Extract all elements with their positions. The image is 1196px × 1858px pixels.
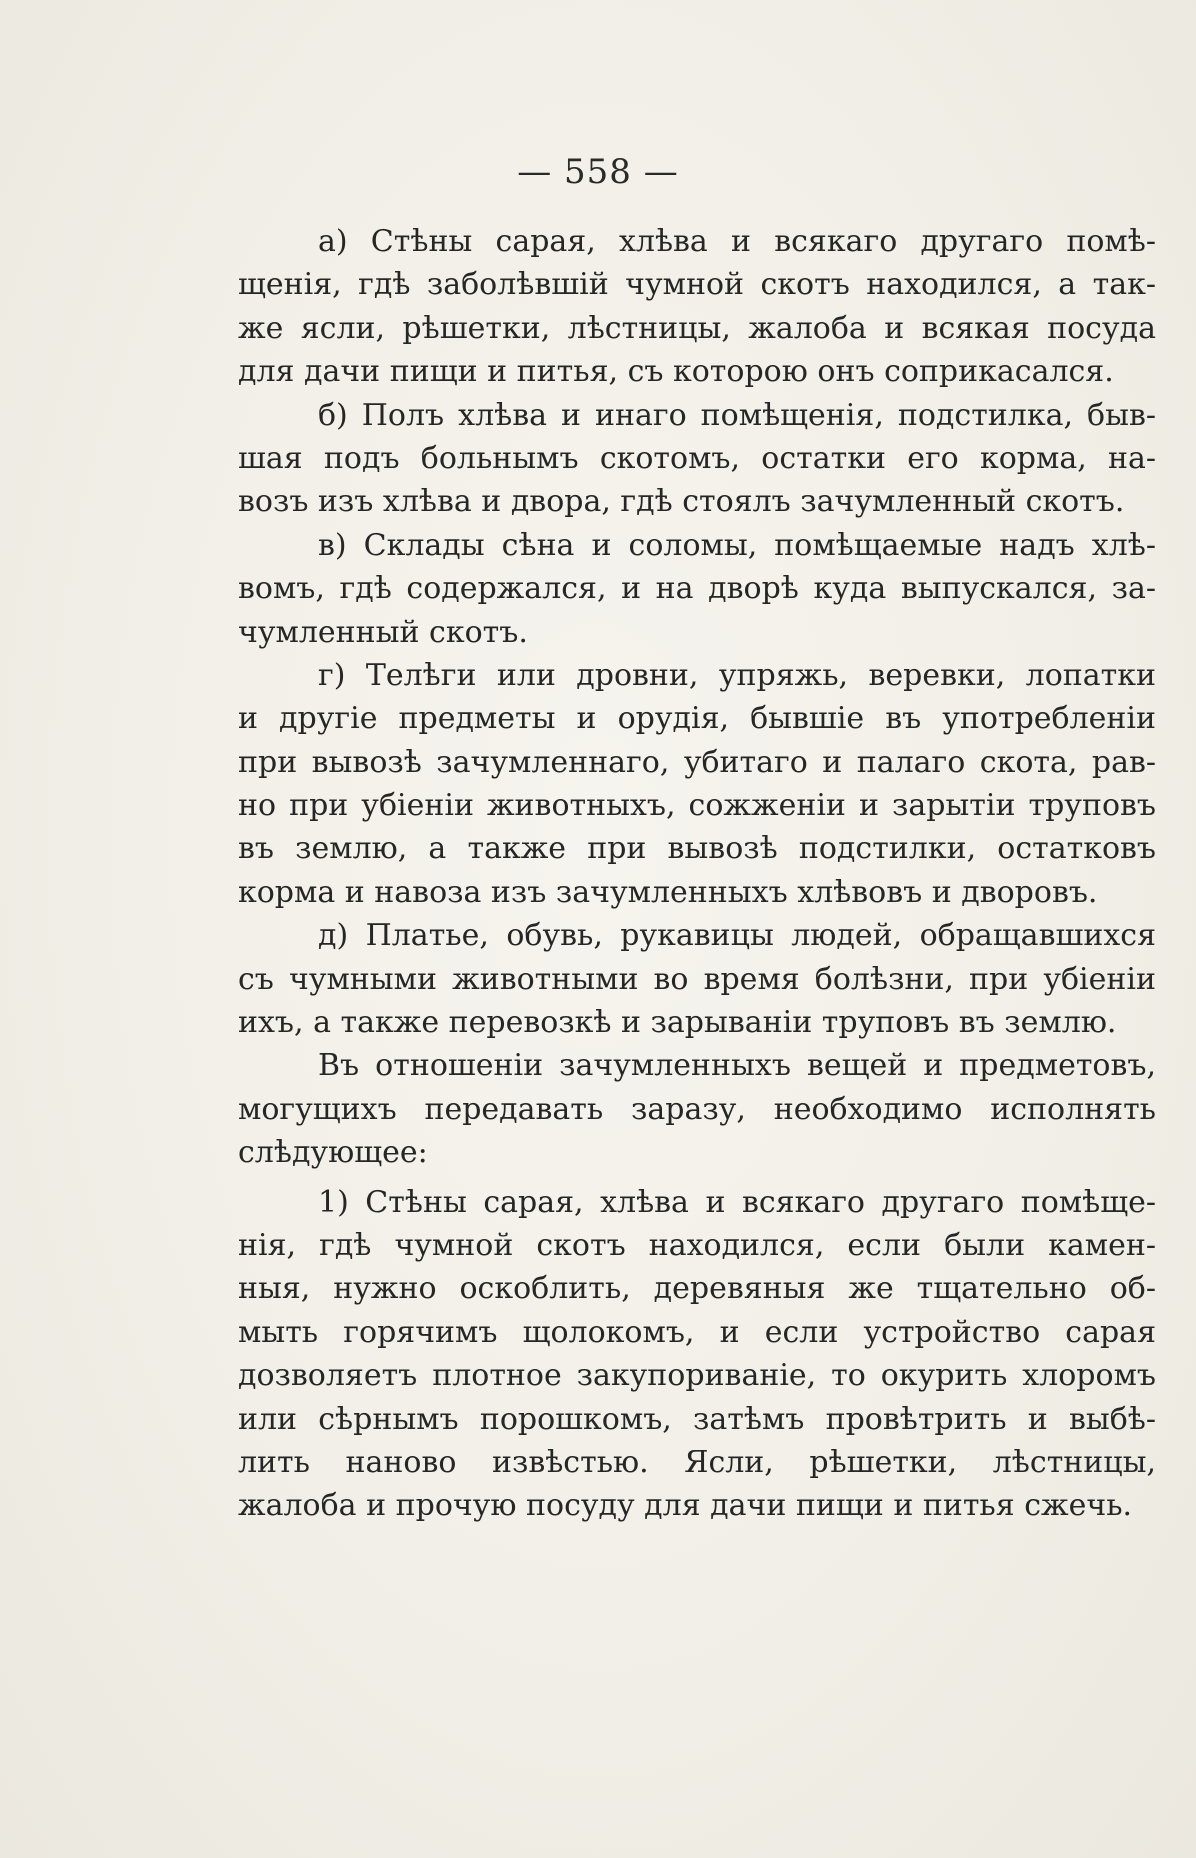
page-number: — 558 — bbox=[517, 152, 679, 192]
text-line: вомъ, гдѣ содержался, и на дворѣ куда выпускался, за- bbox=[238, 571, 1156, 607]
text-line: но при убіеніи животныхъ, сожженіи и зарытіи труповъ bbox=[238, 788, 1156, 824]
text-line: 1) Стѣны сарая, хлѣва и всякаго другаго помѣще- bbox=[318, 1184, 1156, 1220]
paragraph-1 bbox=[238, 1181, 1156, 1528]
text-line: и другіе предметы и орудія, бывшіе въ употребленіи bbox=[238, 701, 1156, 737]
text-line: шая подъ больнымъ скотомъ, остатки его корма, на- bbox=[238, 440, 1156, 476]
text-line: корма и навоза изъ зачумленныхъ хлѣвовъ и дворовъ. bbox=[238, 874, 1098, 910]
text-line: д) Платье, обувь, рукавицы людей, обращавшихся bbox=[318, 918, 1156, 954]
paragraph-g bbox=[238, 654, 1156, 914]
paragraph-b bbox=[238, 394, 1156, 524]
text-line: при вывозѣ зачумленнаго, убитаго и палаго скота, рав- bbox=[238, 744, 1156, 780]
text-line: дозволяетъ плотное закупориваніе, то окурить хлоромъ bbox=[238, 1358, 1156, 1394]
text-line: же ясли, рѣшетки, лѣстницы, жалоба и всякая посуда bbox=[238, 310, 1156, 346]
paragraph-d bbox=[238, 914, 1156, 1044]
paragraph-a bbox=[238, 220, 1156, 394]
text-line: могущихъ передавать заразу, необходимо исполнять bbox=[238, 1091, 1156, 1127]
text-line: Въ отношеніи зачумленныхъ вещей и предметовъ, bbox=[318, 1048, 1156, 1084]
text-line: ныя, нужно оскоблить, деревяныя же тщательно об- bbox=[238, 1271, 1156, 1307]
text-line: б) Полъ хлѣва и инаго помѣщенія, подстилка, быв- bbox=[318, 397, 1156, 433]
text-line: съ чумными животными во время болѣзни, при убіеніи bbox=[238, 961, 1156, 997]
text-line: жалоба и прочую посуду для дачи пищи и питья сжечь. bbox=[238, 1488, 1133, 1524]
text-line: слѣдующее: bbox=[238, 1135, 428, 1171]
text-line: или сѣрнымъ порошкомъ, затѣмъ провѣтрить и выбѣ- bbox=[238, 1401, 1156, 1437]
text-line: а) Стѣны сарая, хлѣва и всякаго другаго помѣ- bbox=[318, 224, 1156, 259]
text-line: въ землю, а также при вывозѣ подстилки, остатковъ bbox=[238, 831, 1156, 867]
text-line: возъ изъ хлѣва и двора, гдѣ стоялъ зачумленный скотъ. bbox=[238, 484, 1125, 520]
body-text bbox=[238, 220, 1156, 1528]
text-line: г) Телѣги или дровни, упряжь, веревки, лопатки bbox=[318, 657, 1156, 693]
text-line: мыть горячимъ щолокомъ, и если устройство сарая bbox=[238, 1314, 1156, 1350]
text-line: ихъ, а также перевозкѣ и зарываніи труповъ въ землю. bbox=[238, 1005, 1117, 1041]
text-line: для дачи пищи и питья, съ которою онъ соприкасался. bbox=[238, 354, 1114, 390]
text-line: чумленный скотъ. bbox=[238, 614, 528, 650]
paragraph-intro bbox=[238, 1044, 1156, 1174]
text-line: щенія, гдѣ заболѣвшій чумной скотъ находился, а так- bbox=[238, 267, 1156, 303]
text-line: в) Склады сѣна и соломы, помѣщаемые надъ хлѣ- bbox=[318, 527, 1156, 563]
paragraph-v bbox=[238, 524, 1156, 654]
text-line: нія, гдѣ чумной скотъ находился, если были камен- bbox=[238, 1227, 1156, 1263]
text-line: лить наново извѣстью. Ясли, рѣшетки, лѣстницы, bbox=[238, 1444, 1156, 1480]
